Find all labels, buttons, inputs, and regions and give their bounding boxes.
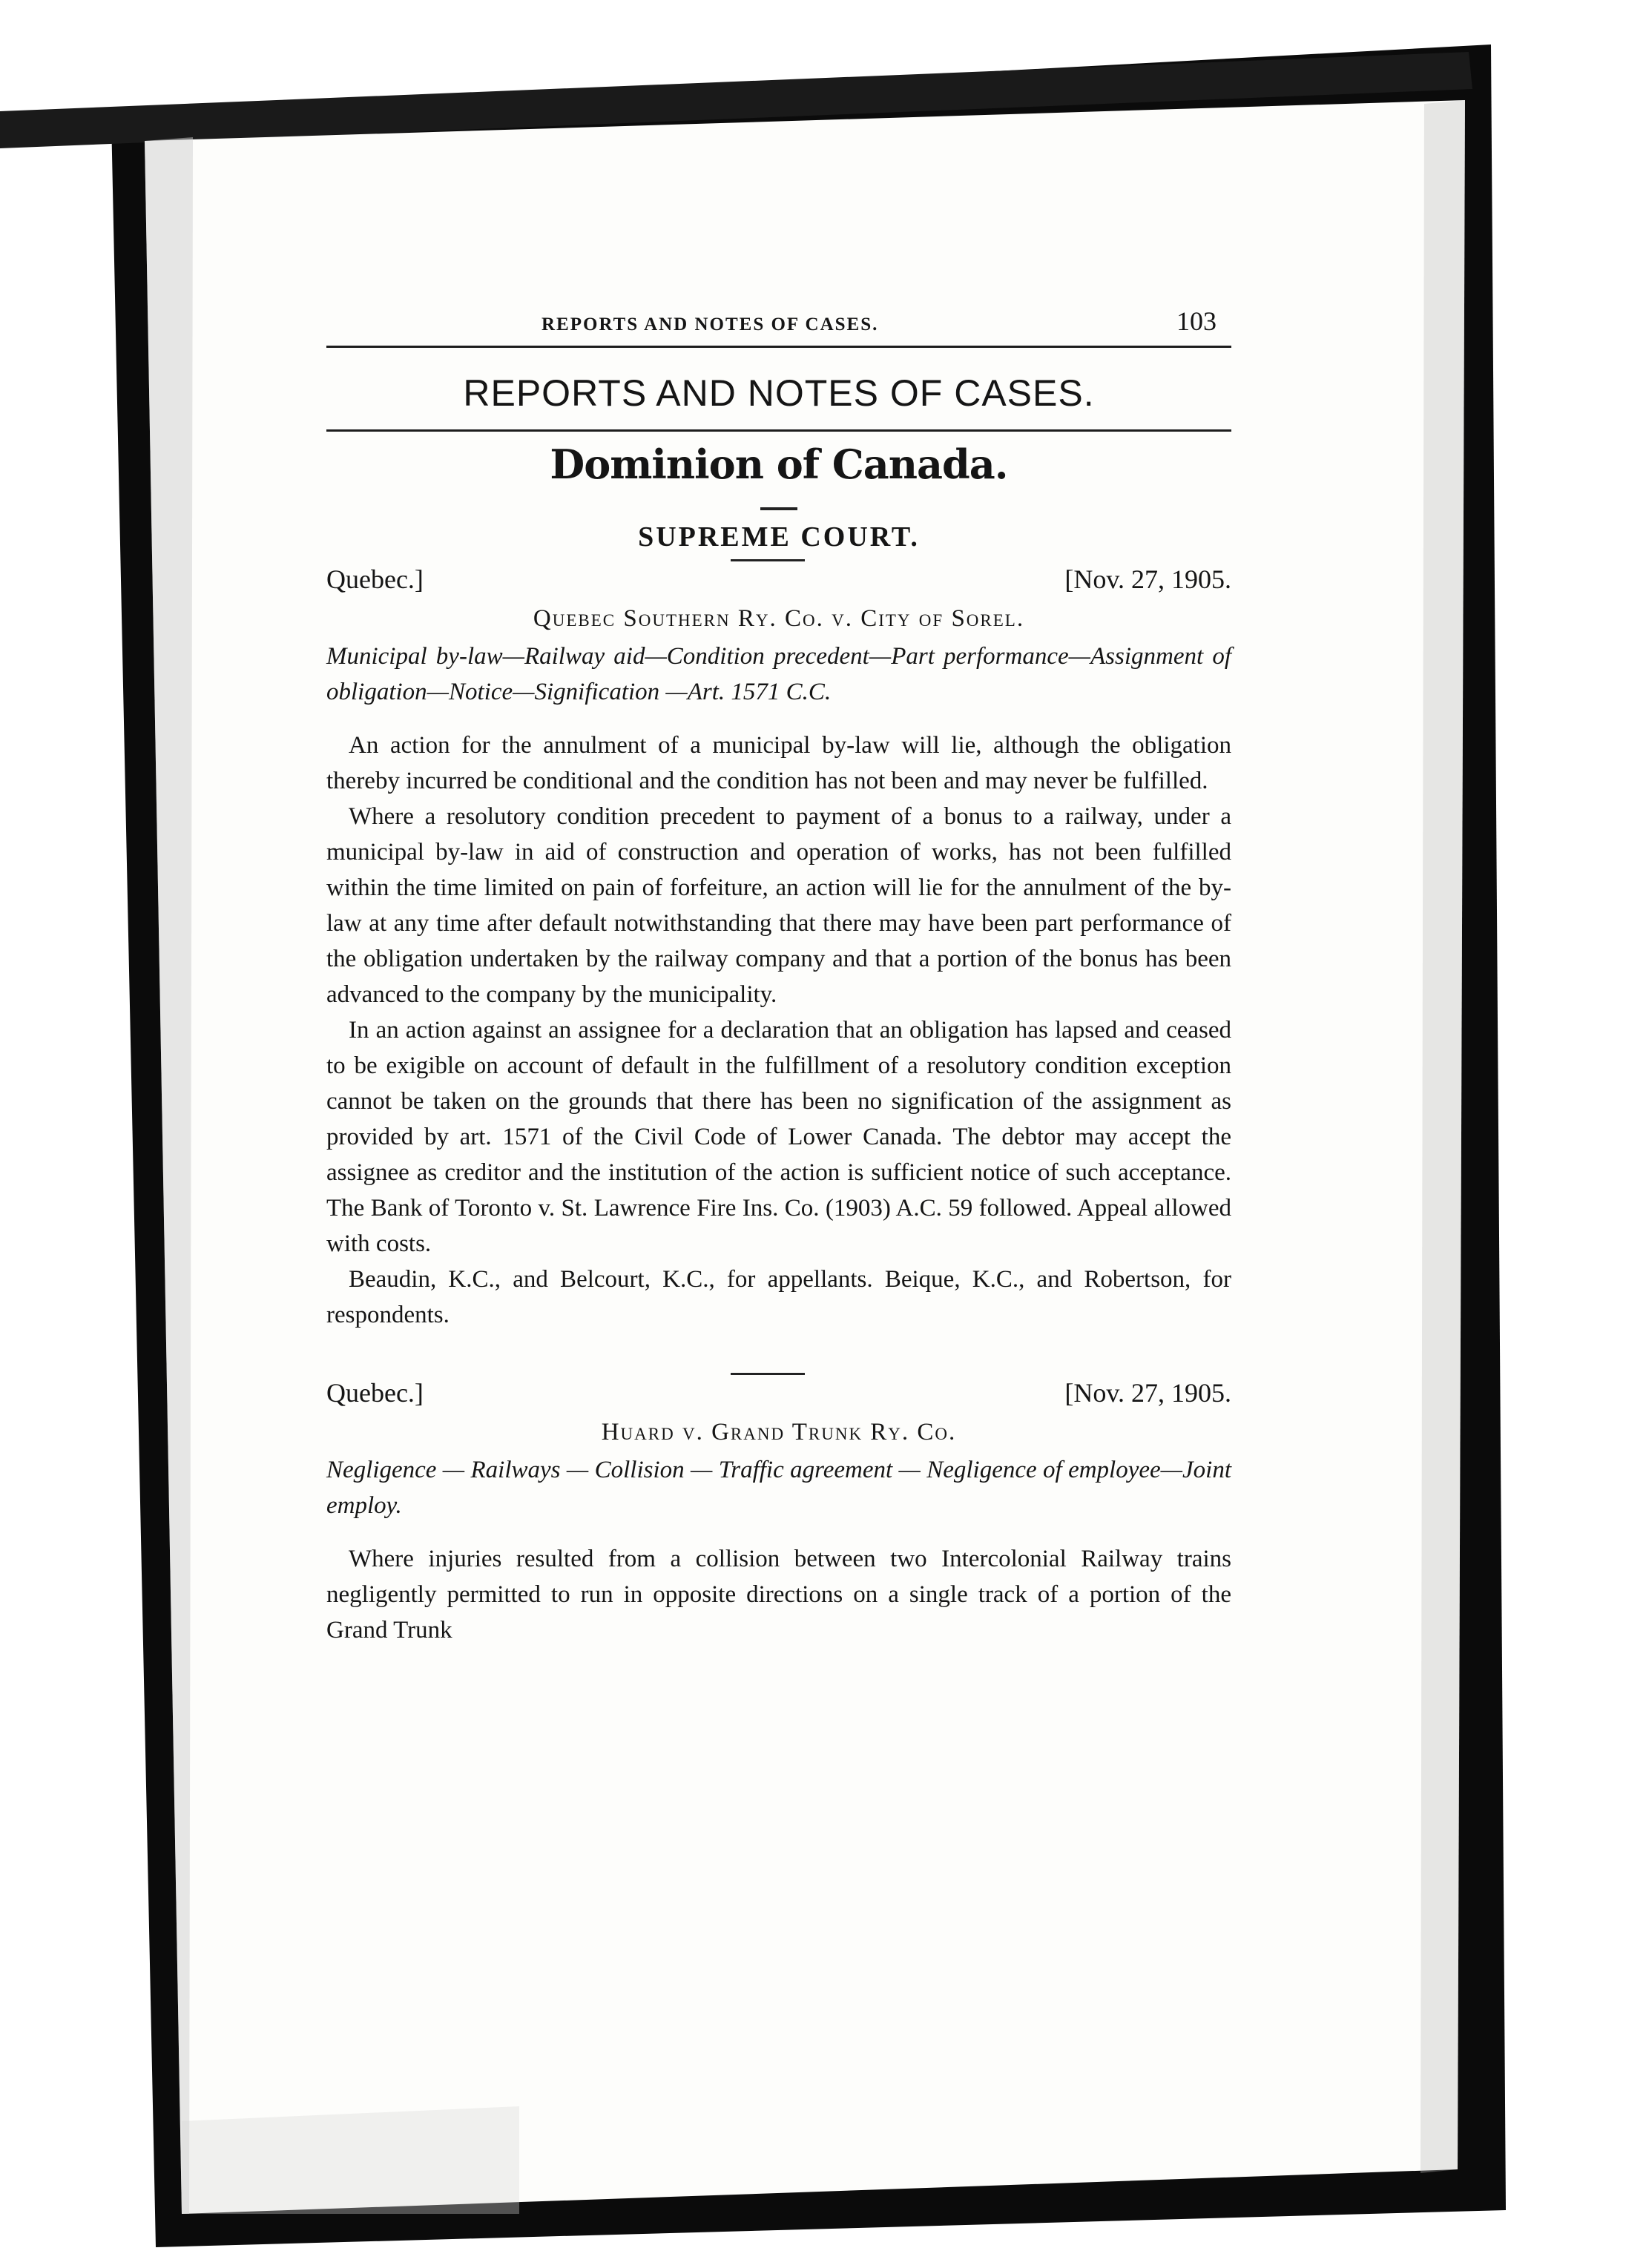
case-meta xyxy=(326,564,1231,605)
case-paragraph: Where injuries resulted from a collision between two Intercolonial Railway trains negligently permitted to run in opposite directions on a single track of a portion of the Grand Trunk xyxy=(326,1546,1231,1644)
case-report xyxy=(326,1377,1231,1648)
court-heading: SUPREME COURT. xyxy=(638,521,920,553)
header-rule xyxy=(326,346,1231,348)
page-number: 103 xyxy=(1176,306,1217,336)
case-meta xyxy=(326,1377,1231,1419)
case-paragraph: In an action against an assignee for a declaration that an obligation has lapsed and ceased to be exigible on account of default in the fulfillment of a resolutory condition exception cannot be taken on the grounds that there has been no signification of the assignment as provided by art. 1571 of the Civil Code of Lower Canada. The debtor may accept the assignee as creditor and the institution of the action is sufficient notice of such acceptance. The Bank of Toronto v. St. Lawrence Fire Ins. Co. (1903) A.C. 59 followed. Appeal allowed with costs. xyxy=(326,1017,1231,1257)
case-divider xyxy=(731,559,805,561)
case-title: Huard v. Grand Trunk Ry. Co. xyxy=(601,1419,957,1445)
jurisdiction-heading: Dominion of Canada. xyxy=(550,441,1008,488)
case-place: Quebec.] xyxy=(326,564,424,594)
case-place: Quebec.] xyxy=(326,1378,424,1408)
case-date: [Nov. 27, 1905. xyxy=(1064,564,1231,594)
running-header xyxy=(326,304,1231,346)
case-divider xyxy=(731,1373,805,1375)
short-divider xyxy=(760,507,797,510)
page-text xyxy=(326,304,1231,1648)
case-paragraph: Where a resolutory condition precedent to payment of a bonus to a railway, under a municipal by-law in aid of construction and operation of works, has not been fulfilled within the time limited on pain of forfeiture, an action will lie for the annulment of the by-law at any time after default notwithstanding that there may have been part performance of the obligation undertaken by the railway company and that a portion of the bonus has been advanced to the company by the municipality. xyxy=(326,803,1231,1008)
case-counsel: Beaudin, K.C., and Belcourt, K.C., for appellants. Beique, K.C., and Robertson, for respondents. xyxy=(326,1266,1231,1328)
case-headnote: Negligence — Railways — Collision — Traffic agreement — Negligence of employee—Joint employ. xyxy=(326,1457,1231,1519)
section-title: REPORTS AND NOTES OF CASES. xyxy=(463,372,1095,414)
section-rule xyxy=(326,429,1231,432)
case-report xyxy=(326,564,1231,1333)
case-date: [Nov. 27, 1905. xyxy=(1064,1378,1231,1408)
case-title: Quebec Southern Ry. Co. v. City of Sorel. xyxy=(533,605,1025,632)
case-headnote: Municipal by-law—Railway aid—Condition precedent—Part performance—Assignment of obligation—Notice—Signification —Art. 1571 C.C. xyxy=(326,643,1231,705)
running-title: REPORTS AND NOTES OF CASES. xyxy=(541,314,879,334)
case-paragraph: An action for the annulment of a municipal by-law will lie, although the obligation thereby incurred be conditional and the condition has not been and may never be fulfilled. xyxy=(326,732,1231,794)
